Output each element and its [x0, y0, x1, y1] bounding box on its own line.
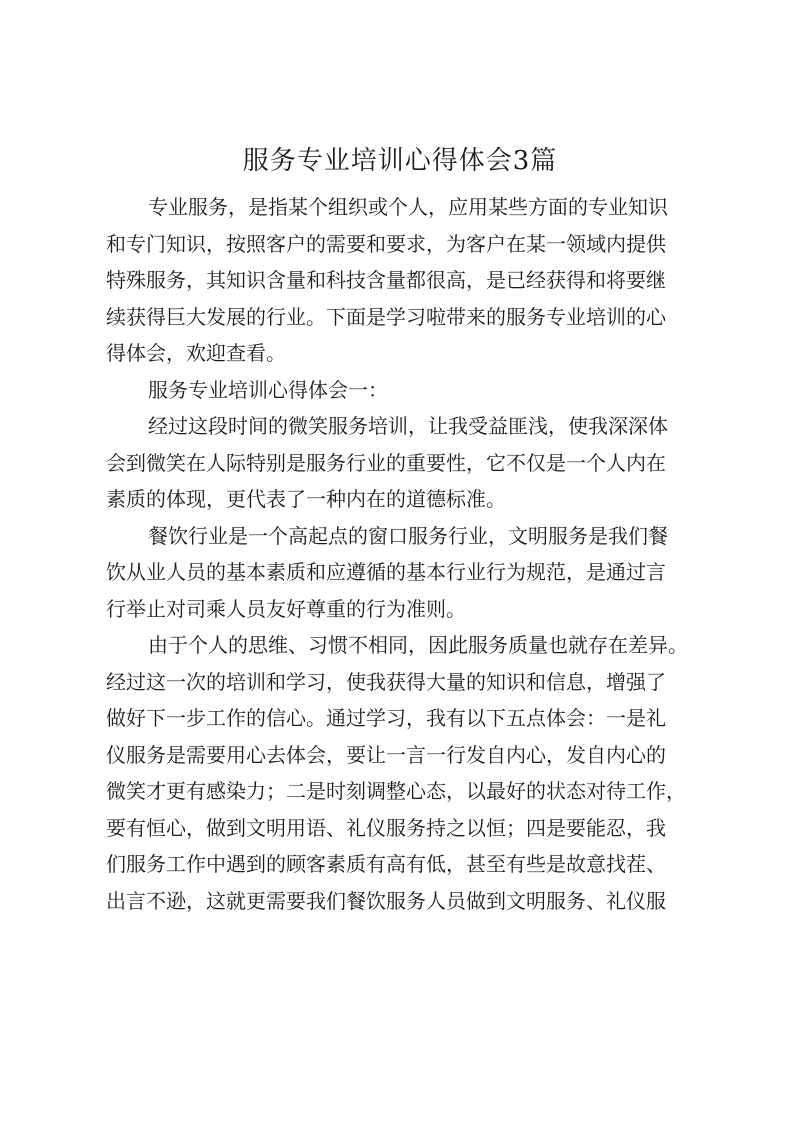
paragraph-smile-training — [106, 408, 710, 518]
text-line: 素质的体现，更代表了一种内在的道德标准。 — [106, 487, 506, 511]
section-heading-one — [106, 372, 710, 409]
text-line: 得体会，欢迎查看。 — [106, 341, 286, 365]
text-line: 续获得巨大发展的行业。下面是学习啦带来的服务专业培训的心 — [106, 304, 666, 329]
paragraph-five-points — [106, 627, 710, 919]
text-line: 经过这一次的培训和学习，使我获得大量的知识和信息，增强了 — [106, 669, 666, 694]
text-line: 由于个人的思维、习惯不相同，因此服务质量也就存在差异。 — [148, 633, 688, 657]
text-line: 服务专业培训心得体会一： — [148, 377, 388, 402]
text-line: 特殊服务，其知识含量和科技含量都很高，是已经获得和将要继 — [106, 268, 666, 292]
text-line: 仪服务是需要用心去体会，要让一言一行发自内心，发自内心的 — [106, 742, 666, 767]
text-line: 和专门知识，按照客户的需要和要求，为客户在某一领域内提供 — [106, 231, 666, 256]
text-line: 行举止对司乘人员友好尊重的行为准则。 — [106, 596, 466, 621]
document-title: 服务专业培训心得体会3篇 — [242, 146, 558, 176]
text-line: 出言不逊，这就更需要我们餐饮服务人员做到文明服务、礼仪服 — [106, 888, 666, 913]
text-line: 专业服务，是指某个组织或个人，应用某些方面的专业知识 — [148, 195, 668, 219]
text-line: 饮从业人员的基本素质和应遵循的基本行业行为规范，是通过言 — [106, 560, 666, 584]
intro-paragraph — [106, 189, 710, 372]
text-line: 做好下一步工作的信心。通过学习，我有以下五点体会：一是礼 — [106, 706, 666, 730]
text-line: 餐饮行业是一个高起点的窗口服务行业，文明服务是我们餐 — [148, 523, 668, 548]
text-line: 微笑才更有感染力；二是时刻调整心态，以最好的状态对待工作， — [106, 779, 686, 803]
paragraph-catering-industry — [106, 518, 710, 628]
text-line: 们服务工作中遇到的顾客素质有高有低，甚至有些是故意找茬、 — [106, 852, 666, 876]
document-body — [106, 189, 710, 919]
text-line: 经过这段时间的微笑服务培训，让我受益匪浅，使我深深体 — [148, 414, 668, 438]
text-line: 要有恒心，做到文明用语、礼仪服务持之以恒；四是要能忍，我 — [106, 815, 666, 840]
text-line: 会到微笑在人际特别是服务行业的重要性，它不仅是一个人内在 — [106, 450, 666, 475]
